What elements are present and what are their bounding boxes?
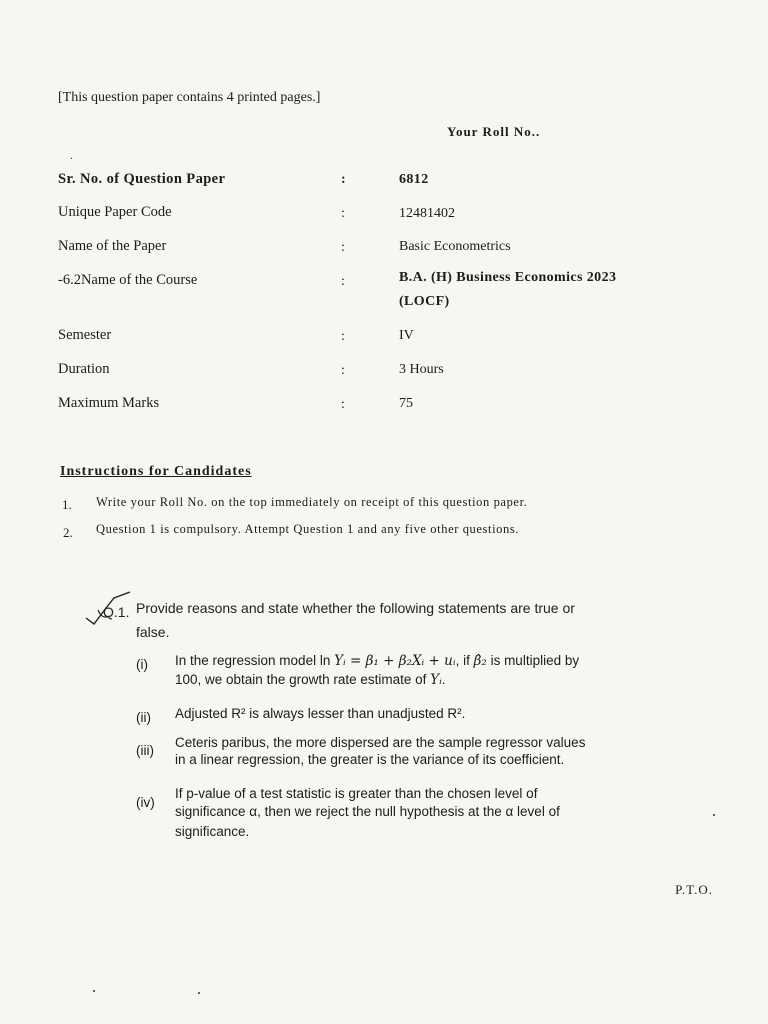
detail-label-semester: Semester: [58, 327, 112, 343]
detail-colon: :: [341, 329, 345, 344]
scan-speck: [713, 814, 715, 816]
question-text-line2: false.: [136, 624, 170, 640]
part-iv-line2: significance α, then we reject the null hypothesis at the α level of: [175, 804, 560, 819]
question-number: Q.1.: [103, 604, 130, 620]
detail-colon: :: [341, 206, 345, 221]
part-label: (iv): [136, 795, 155, 810]
part-ii-line1: Adjusted R² is always lesser than unadjusted R².: [175, 706, 466, 721]
detail-value-duration: 3 Hours: [399, 362, 444, 377]
part-label: (ii): [136, 710, 151, 725]
detail-colon: :: [341, 397, 345, 412]
roll-number-label: Your Roll No..: [447, 124, 541, 139]
detail-label-paper-name: Name of the Paper: [58, 238, 167, 254]
stray-dot: .: [70, 148, 73, 162]
part-i-text: .: [441, 672, 446, 687]
part-i-line1: [175, 653, 579, 669]
beta-hat-symbol: β̂₂: [473, 653, 487, 669]
part-i-line2: [175, 672, 446, 688]
detail-value-semester: IV: [399, 328, 414, 343]
detail-colon: :: [341, 274, 345, 289]
instruction-text: Question 1 is compulsory. Attempt Question 1 and any five other questions.: [96, 522, 520, 536]
instruction-number: 2.: [63, 525, 73, 540]
instruction-number: 1.: [62, 497, 72, 512]
part-i-text: , if: [455, 653, 474, 668]
part-label: (iii): [136, 743, 154, 758]
detail-label-max-marks: Maximum Marks: [58, 395, 160, 411]
part-label: (i): [136, 657, 148, 672]
part-iii-line1: Ceteris paribus, the more dispersed are the sample regressor values: [175, 735, 586, 750]
detail-value-sr-no: 6812: [399, 172, 429, 187]
part-iii-line2: in a linear regression, the greater is the variance of its coefficient.: [175, 752, 565, 767]
scan-speck: [198, 992, 200, 994]
detail-label-course: -6.2Name of the Course: [58, 272, 198, 288]
instruction-text: Write your Roll No. on the top immediately on receipt of this question paper.: [96, 495, 528, 509]
detail-value-course-line1: B.A. (H) Business Economics 2023: [399, 270, 617, 285]
regression-equation: Yᵢ = β₁ + β₂Xᵢ + uᵢ: [334, 653, 456, 669]
detail-value-max-marks: 75: [399, 396, 413, 411]
part-i-text: In the regression model ln: [175, 653, 335, 668]
detail-label-duration: Duration: [58, 361, 110, 377]
detail-colon: :: [341, 240, 345, 255]
part-iv-line1: If p-value of a test statistic is greater than the chosen level of: [175, 786, 538, 801]
question-text-line1: Provide reasons and state whether the following statements are true or: [136, 600, 575, 616]
detail-label-sr-no: Sr. No. of Question Paper: [58, 171, 226, 187]
instructions-title: Instructions for Candidates: [60, 464, 252, 479]
detail-value-paper-name: Basic Econometrics: [399, 239, 511, 254]
part-i-text: is multiplied by: [486, 653, 580, 668]
detail-colon: :: [341, 172, 347, 187]
detail-label-paper-code: Unique Paper Code: [58, 204, 172, 220]
y-symbol: Yᵢ: [430, 672, 442, 688]
page-turn-note: P.T.O.: [675, 882, 713, 897]
detail-value-course-line2: (LOCF): [399, 294, 450, 309]
part-iv-line3: significance.: [175, 824, 250, 839]
detail-value-paper-code: 12481402: [399, 206, 455, 221]
detail-colon: :: [341, 363, 345, 378]
part-i-text: 100, we obtain the growth rate estimate of: [175, 672, 431, 687]
scan-speck: [93, 990, 95, 992]
page-count-note: [This question paper contains 4 printed pages.]: [58, 90, 321, 105]
